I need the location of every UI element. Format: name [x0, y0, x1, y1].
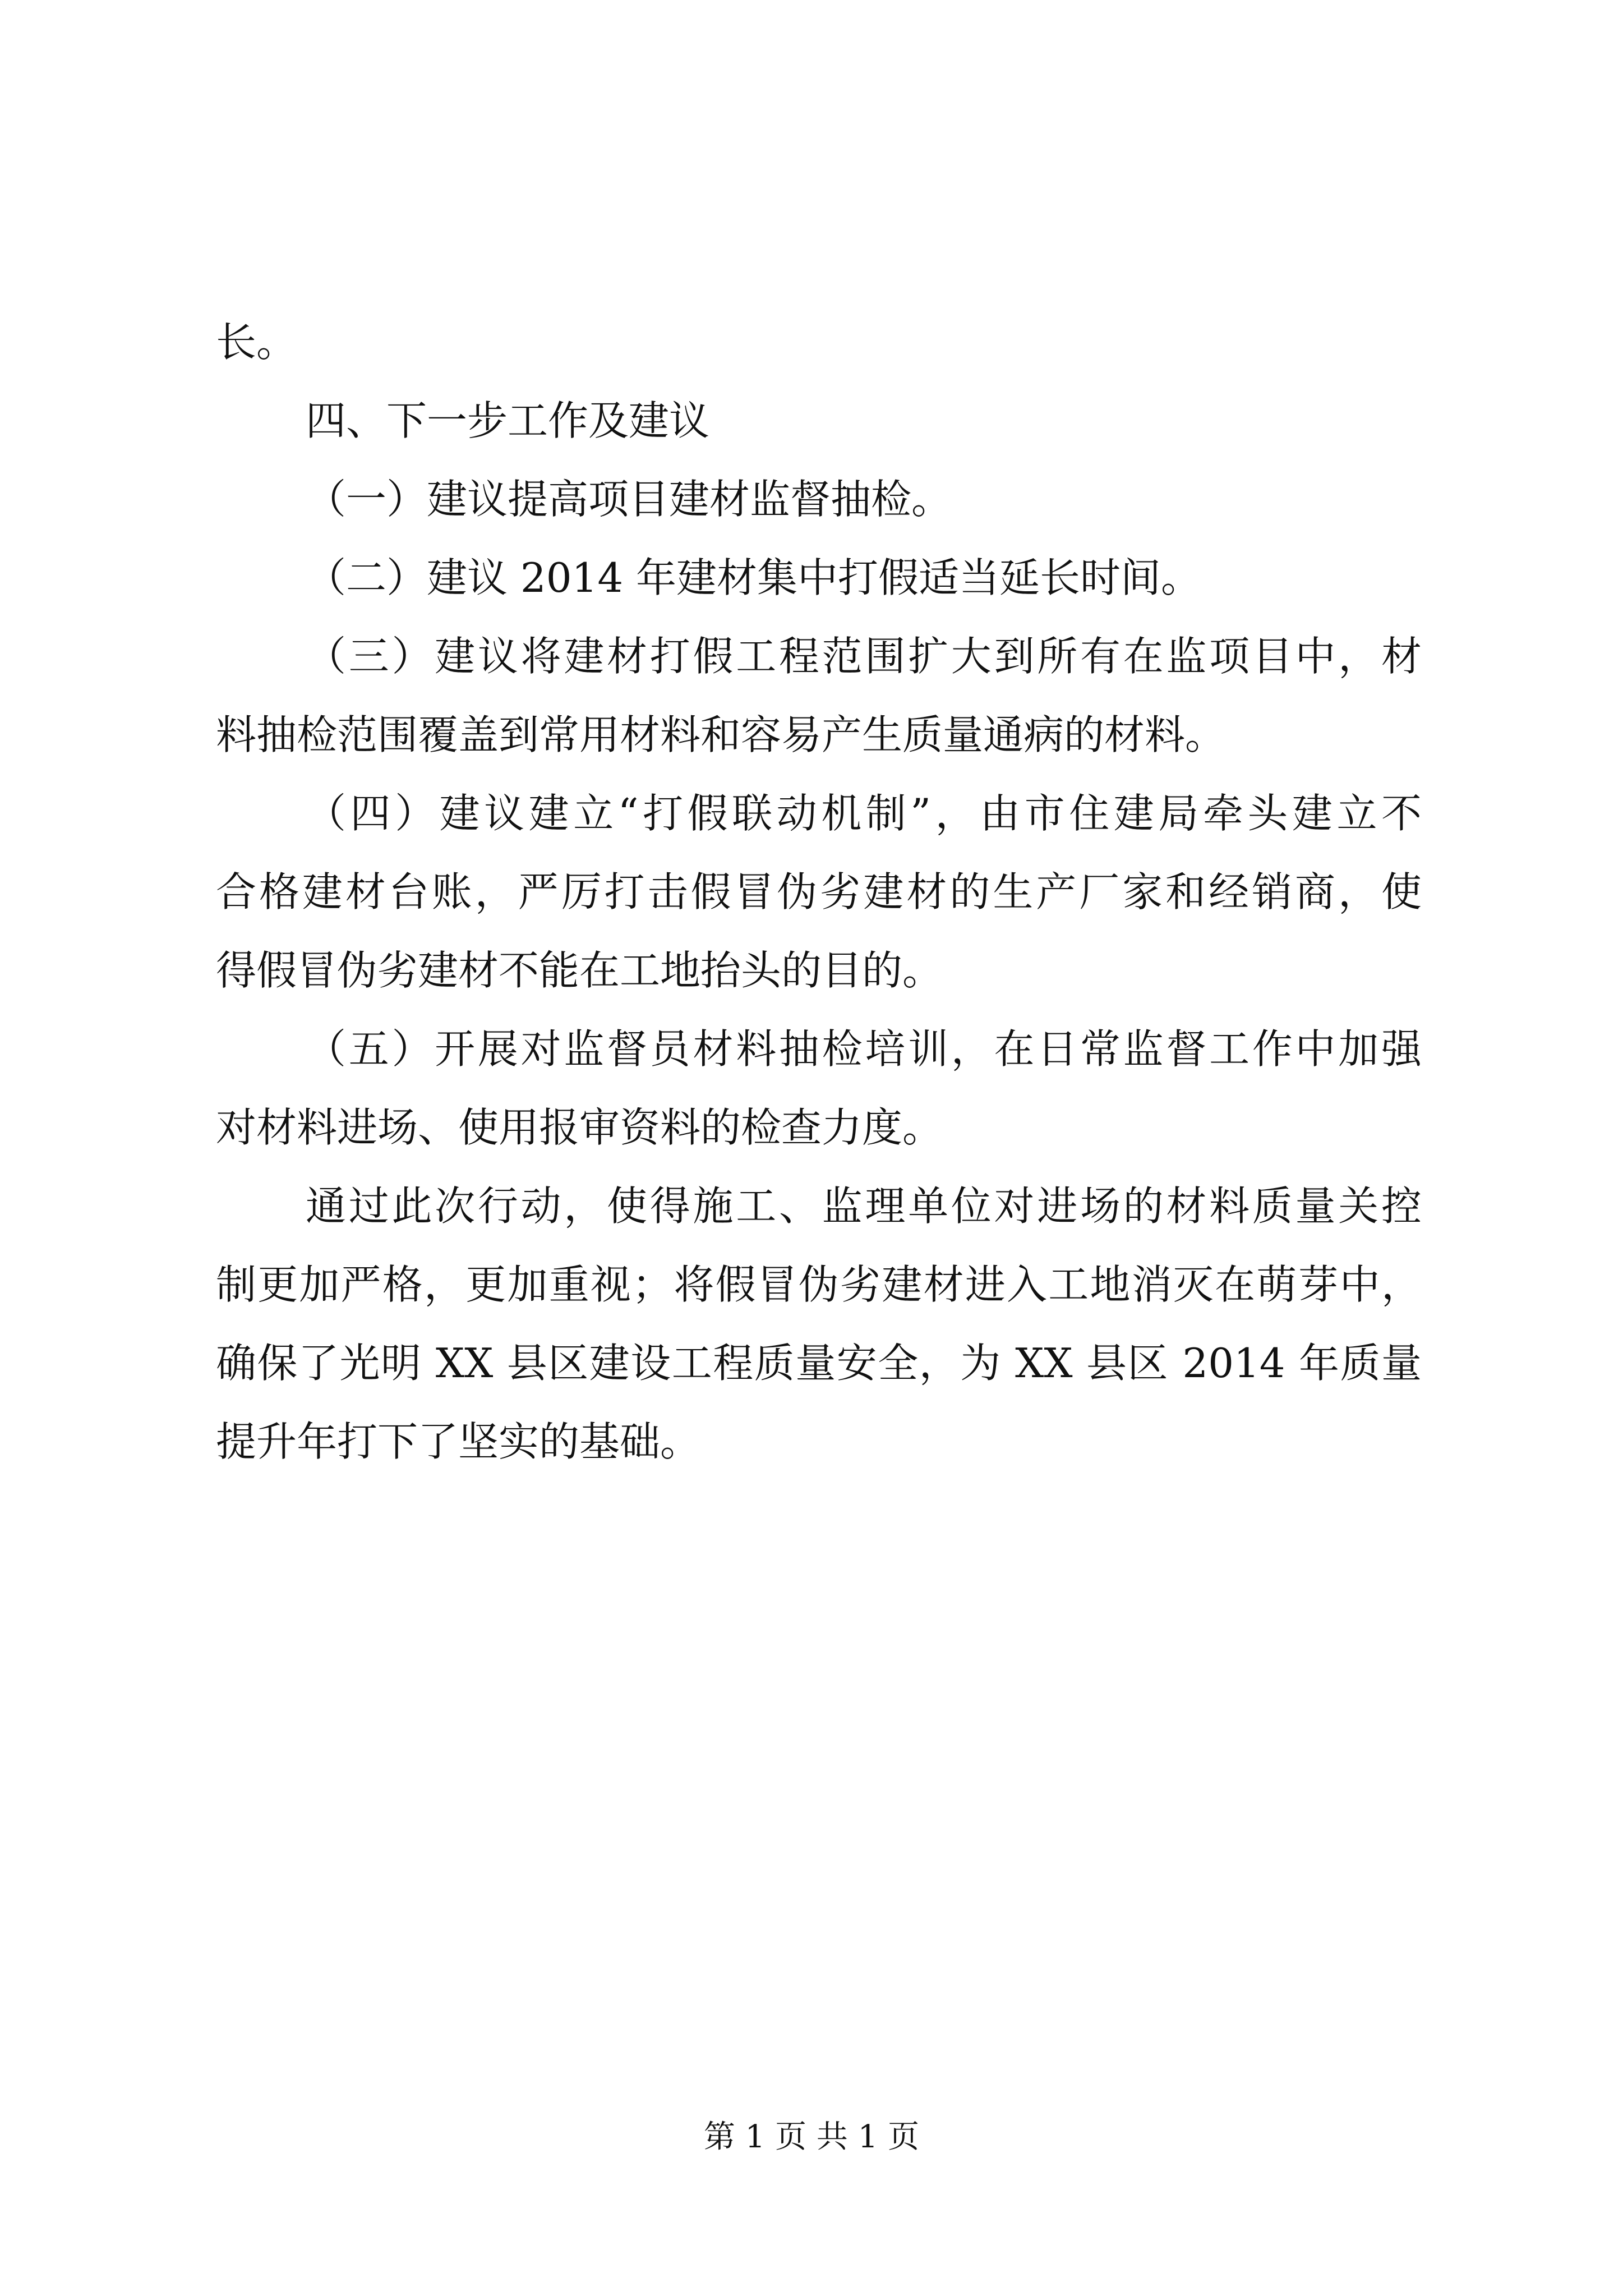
page-footer [0, 2115, 1623, 2160]
paragraph-line: 长。 [216, 319, 297, 366]
suggestion-item-3-line-2: 料抽检范围覆盖到常用材料和容易产生质量通病的材料。 [216, 711, 1226, 758]
section-heading: 四、下一步工作及建议 [306, 397, 710, 444]
conclusion-line-1: 通过此次行动，使得施工、监理单位对进场的材料质量关控 [306, 1182, 1422, 1230]
suggestion-item-1: （一）建议提高项目建材监督抽检。 [306, 476, 952, 523]
suggestion-item-5-line-1: （五）开展对监督员材料抽检培训，在日常监督工作中加强 [306, 1025, 1422, 1073]
suggestion-item-2: （二）建议 2014 年建材集中打假适当延长时间。 [306, 554, 1202, 601]
conclusion-line-4: 提升年打下了坚实的基础。 [216, 1418, 701, 1465]
conclusion-line-2: 制更加严格，更加重视；将假冒伪劣建材进入工地消灭在萌芽中， [216, 1261, 1422, 1308]
suggestion-item-3-line-1: （三）建议将建材打假工程范围扩大到所有在监项目中，材 [306, 633, 1422, 680]
page-number-label: 第 1 页 共 1 页 [703, 2119, 920, 2155]
suggestion-item-5-line-2: 对材料进场、使用报审资料的检查力度。 [216, 1104, 943, 1151]
suggestion-item-4-line-1: （四）建议建立“打假联动机制”，由市住建局牵头建立不 [306, 790, 1422, 837]
document-body [216, 303, 1422, 1481]
suggestion-item-4-line-2: 合格建材台账，严厉打击假冒伪劣建材的生产厂家和经销商，使 [216, 868, 1422, 915]
conclusion-line-3: 确保了光明 XX 县区建设工程质量安全，为 XX 县区 2014 年质量 [216, 1340, 1422, 1387]
suggestion-item-4-line-3: 得假冒伪劣建材不能在工地抬头的目的。 [216, 947, 943, 994]
